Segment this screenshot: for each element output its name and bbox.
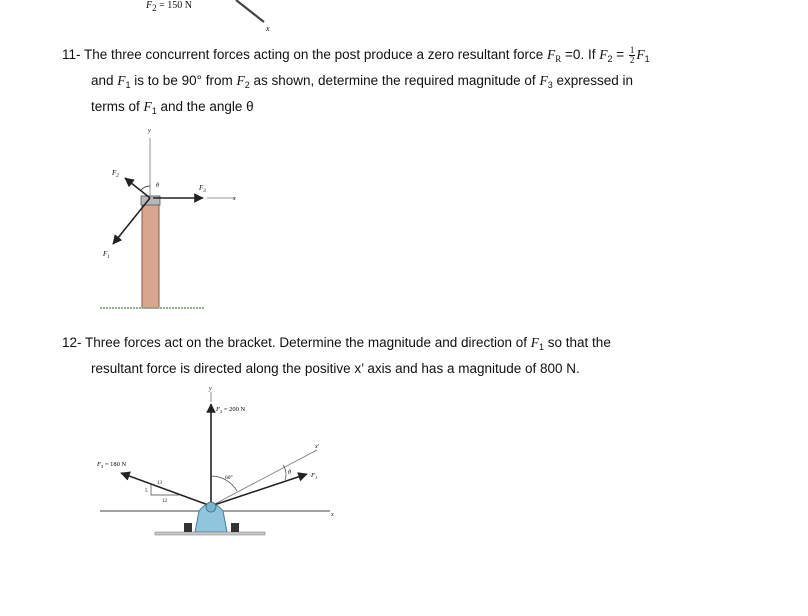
y-axis-label: y — [209, 386, 212, 392]
y-axis-label: y — [148, 128, 151, 134]
x-axis-label: x — [331, 512, 334, 518]
problem-12-line-2: resultant force is directed along the positive x’ axis and has a magnitude of 800 N. — [91, 361, 580, 376]
f1-label: $F_1$ — [103, 250, 110, 260]
f2-label: $F_2 = 200$ N — [216, 406, 246, 414]
theta-arc — [141, 186, 150, 190]
angle-60-label: 60° — [225, 475, 233, 481]
previous-f2-label: F2 = 150 N — [146, 0, 192, 13]
problem-11-line-3: terms of $F_1$ and the angle θ — [91, 99, 254, 116]
f2-force-arrow — [125, 178, 150, 198]
f1-label: $F_1$ — [311, 472, 318, 480]
wooden-post — [142, 202, 159, 308]
problem-12-text — [62, 332, 782, 380]
problem-12-line-1: 12- Three forces act on the bracket. Determine the magnitude and direction of $F_1$ so that the — [62, 335, 611, 352]
problem-11-line-2: and $F_1$ is to be 90° from $F_2$ as shown, determine the required magnitude of $F_3$ expressed in — [91, 73, 633, 90]
problem-11-text — [62, 44, 782, 122]
f3-label: $F_3$ — [199, 184, 206, 194]
theta-label: θ — [288, 470, 291, 476]
previous-x-axis-label: x — [266, 24, 270, 33]
problem-11-line-1: 11- The three concurrent forces acting on the post produce a zero resultant force $F_R =0$. If $F_2$ = $\frac{1}{2}$ $F_1$ — [62, 44, 650, 65]
f2-label: $F_2$ — [112, 169, 119, 179]
problem-12-figure — [95, 378, 345, 548]
base-plate — [155, 532, 265, 535]
right-bolt — [231, 523, 239, 532]
f3-label: $F_3 = 180$ N — [97, 461, 127, 469]
slope-hyp-label: 13 — [157, 481, 162, 486]
x-axis-label: x — [233, 196, 236, 202]
problem-11-figure — [95, 118, 236, 314]
previous-figure-fragment — [230, 0, 280, 40]
x-prime-axis-label: x′ — [315, 444, 319, 450]
slope-rise-label: 5 — [145, 489, 148, 494]
theta-label: θ — [156, 183, 159, 189]
left-bolt — [184, 523, 192, 532]
bracket-pin — [206, 502, 216, 512]
previous-axis-line — [236, 0, 264, 22]
angle-60-arc — [211, 476, 237, 491]
theta-arc — [283, 465, 286, 480]
slope-run-label: 12 — [162, 499, 167, 504]
one-half-fraction: $\frac{1}{2}$ — [629, 44, 635, 65]
